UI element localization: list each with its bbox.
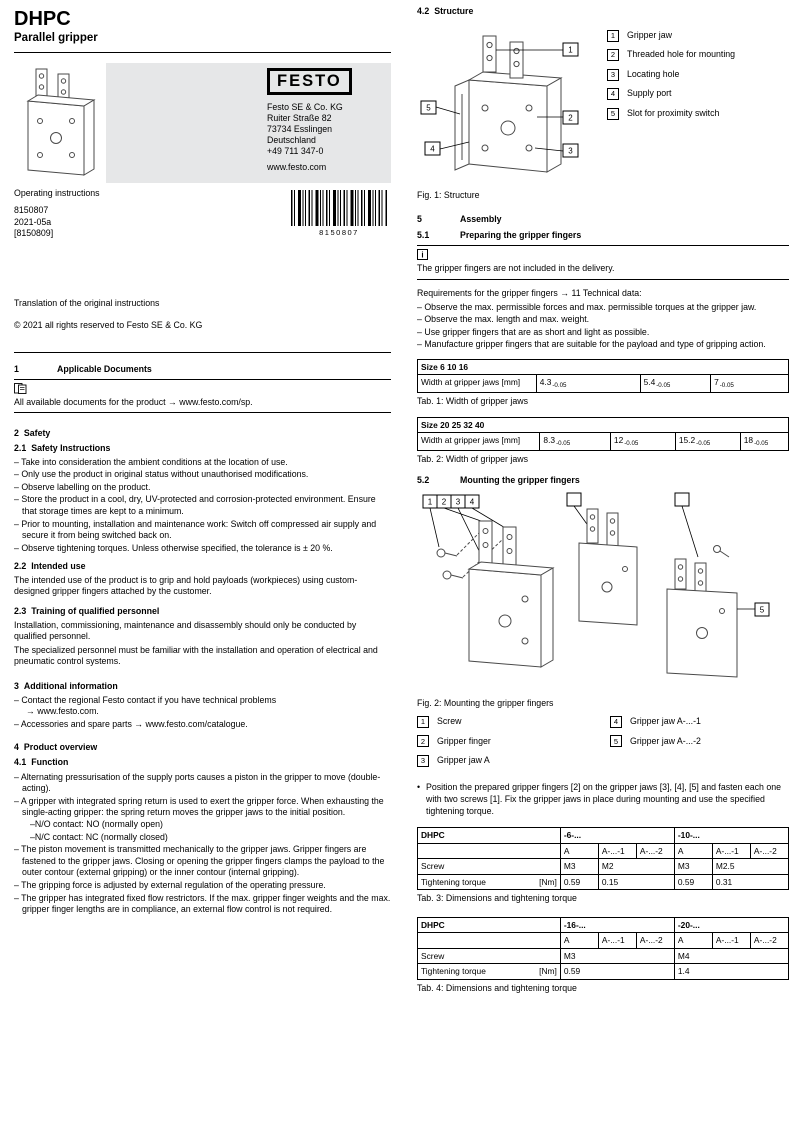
- table-header-cell: -10-...: [674, 828, 788, 844]
- safety-instructions-list: [14, 457, 391, 555]
- svg-text:3: 3: [455, 497, 461, 507]
- svg-text:4: 4: [430, 144, 435, 154]
- additional-info-list: [14, 695, 391, 731]
- legend-label: Slot for proximity switch: [627, 107, 720, 118]
- address-line: +49 711 347-0: [267, 145, 324, 156]
- figure-2-caption: Fig. 2: Mounting the gripper fingers: [417, 698, 554, 709]
- table-cell: 0.59: [560, 964, 674, 980]
- table-header-cell: Size 20 25 32 40: [418, 417, 789, 433]
- callout-box-empty: [567, 493, 581, 506]
- legend-label: Locating hole: [627, 68, 680, 79]
- legend-item: [417, 716, 610, 728]
- table-cell: $7_{-0.05}$: [711, 375, 789, 393]
- section-heading-4: 4 Product overview: [14, 742, 98, 753]
- section-heading-2-3: 2.3 Training of qualified personnel: [14, 606, 160, 617]
- table-header-cell: Size 6 10 16: [418, 359, 789, 375]
- table-cell: $4.3_{-0.05}$: [536, 375, 640, 393]
- contact-type-sublist: [30, 819, 391, 843]
- applicable-documents-text: All available documents for the product → www.festo.com/sp.: [14, 396, 253, 407]
- legend-item: [607, 88, 785, 100]
- legend-number: 2: [417, 735, 429, 747]
- product-image: [14, 63, 102, 183]
- divider: [14, 52, 391, 53]
- callout-box-empty: [675, 493, 689, 506]
- section-heading-5: 5 Assembly: [417, 214, 502, 225]
- table-header-cell: DHPC: [418, 917, 561, 933]
- table-cell: [418, 843, 561, 859]
- table-cell: $15.2_{-0.05}$: [675, 433, 740, 451]
- table-cell: A: [560, 843, 598, 859]
- svg-text:5: 5: [759, 605, 765, 615]
- table-cell: 0.59: [560, 874, 598, 890]
- address-line: Deutschland: [267, 134, 316, 145]
- callout-box-5: [421, 101, 436, 114]
- section-heading-2: 2 Safety: [14, 428, 51, 439]
- table-cell: M2: [598, 859, 674, 875]
- callout-strip: [423, 495, 479, 508]
- applicable-documents-box: [14, 379, 391, 414]
- table-3-caption: Tab. 3: Dimensions and tightening torque: [417, 893, 577, 904]
- table-cell: M3: [560, 948, 674, 964]
- table-header-cell: -6-...: [560, 828, 674, 844]
- legend-item: [607, 49, 785, 61]
- list-item: –N/C contact: NC (normally closed): [30, 831, 168, 842]
- list-item: – A gripper with integrated spring return is used to exert the gripper force. When exhausting the single-acting gripper: the spring return moves the gripper jaws to the initial position. –N/O contact: NO (normally open) –N/C contact: NC (normally closed): [14, 796, 391, 843]
- table-cell: A-...-1: [598, 843, 636, 859]
- table-cell: M4: [674, 948, 788, 964]
- barcode: [291, 190, 387, 226]
- callout-box-3: [563, 144, 578, 157]
- svg-text:2: 2: [568, 113, 573, 123]
- table-cell: [418, 933, 561, 949]
- legend-item: [610, 735, 701, 747]
- table-cell: $18_{-0.05}$: [740, 433, 788, 451]
- left-column: [14, 0, 391, 918]
- table-cell: $12_{-0.05}$: [610, 433, 675, 451]
- doc-type-label: Operating instructions: [14, 187, 100, 198]
- table-3-dimensions-torque: [417, 827, 789, 890]
- table-cell: M3: [560, 859, 598, 875]
- svg-text:i: i: [421, 250, 424, 260]
- section-heading-2-1: 2.1 Safety Instructions: [14, 442, 111, 453]
- list-item: – Contact the regional Festo contact if you have technical problems → www.festo.com.: [14, 695, 391, 718]
- legend-item: [607, 69, 785, 81]
- callout-box-2: [563, 111, 578, 124]
- legend-item: [417, 755, 610, 767]
- table-cell: A-...-2: [636, 843, 674, 859]
- list-item: – Only use the product in original status without unauthorised modifications.: [14, 469, 309, 480]
- table-cell: A-...-2: [750, 933, 788, 949]
- step-item: • Position the prepared gripper fingers [2] on the gripper jaws [3], [4], [5] and fasten each one with two screws [1]. Fix the gripper jaws in place during mounting and use the specified tightening torque.: [417, 782, 789, 817]
- list-item: – Store the product in a cool, dry, UV-protected and corrosion-protected environment. Ensure that storage times are kept to a minimum.: [14, 494, 376, 516]
- section-heading-4-1: 4.1 Function: [14, 757, 69, 767]
- list-item: – Observe labelling on the product.: [14, 481, 151, 492]
- section-heading-2-2: 2.2 Intended use: [14, 561, 86, 572]
- address-line: 73734 Esslingen: [267, 123, 333, 134]
- table-cell: A-...-1: [598, 933, 636, 949]
- list-item: – The gripper has integrated fixed flow restrictors. If the max. gripper finger weights and the max. gripper finger lengths are in compliance, an external flow control is not required.: [14, 892, 391, 915]
- list-item: – Observe the max. permissible forces and max. permissible torques at the gripper jaw.: [417, 301, 757, 312]
- legend-label: Screw: [437, 716, 462, 727]
- legend-item: [607, 108, 785, 120]
- legend-label: Supply port: [627, 88, 672, 99]
- legend-label: Gripper jaw: [627, 29, 672, 40]
- legend-number: 5: [610, 735, 622, 747]
- table-cell: A-...-1: [712, 843, 750, 859]
- table-cell: 0.59: [674, 874, 712, 890]
- gripper-middle: [579, 509, 637, 625]
- callout-box-1: [563, 43, 578, 56]
- legend-number: 5: [607, 108, 619, 120]
- doc-version: 2021-05a: [14, 216, 52, 227]
- publisher-address: [267, 102, 385, 157]
- list-item: – The piston movement is transmitted mechanically to the gripper jaws. Gripper fingers are fastened to the gripper jaws. Closing or opening the gripper fingers clamps the payload to the outer contour (external gripping) or the inner contour (internal gripping).: [14, 844, 385, 878]
- table-cell: Tightening torque [Nm]: [418, 964, 561, 980]
- table-cell: Screw: [418, 948, 561, 964]
- page-subtitle: Parallel gripper: [14, 32, 98, 44]
- list-item: – Take into consideration the ambient conditions at the location of use.: [14, 456, 288, 467]
- publisher-box: [106, 63, 391, 183]
- table-cell: A-...-1: [712, 933, 750, 949]
- table-cell: 1.4: [674, 964, 788, 980]
- festo-logo: FESTO: [267, 68, 352, 95]
- table-4-caption: Tab. 4: Dimensions and tightening torque: [417, 982, 577, 993]
- legend-number: 2: [607, 49, 619, 61]
- table-header-cell: DHPC: [418, 828, 561, 844]
- gripper-right: [667, 545, 737, 677]
- paragraph: The intended use of the product is to grip and hold payloads (workpieces) using custom-designed gripper fingers attached by the customer.: [14, 574, 358, 597]
- function-list: [14, 772, 391, 916]
- legend-item: [417, 735, 610, 747]
- secondary-order-number: [8150809]: [14, 228, 54, 239]
- list-item: – Observe the max. length and max. weight.: [417, 314, 590, 325]
- barcode-number: 8150807: [319, 227, 359, 237]
- table-header-cell: -20-...: [674, 917, 788, 933]
- table-cell: A: [674, 843, 712, 859]
- svg-text:3: 3: [568, 146, 573, 156]
- legend-label: Gripper finger: [437, 735, 491, 746]
- table-header-cell: -16-...: [560, 917, 674, 933]
- copyright-notice: © 2021 all rights reserved to Festo SE & Co. KG: [14, 319, 203, 330]
- table-cell: Width at gripper jaws [mm]: [418, 433, 540, 451]
- figure-1: [417, 22, 789, 190]
- legend-number: 1: [607, 30, 619, 42]
- note-text: The gripper fingers are not included in the delivery.: [417, 263, 615, 274]
- paragraph: The specialized personnel must be familiar with the installation and operation of electrical and pneumatic control systems.: [14, 644, 378, 667]
- section-number: 1: [14, 364, 19, 375]
- note-box: [417, 245, 789, 280]
- table-1-gripper-jaw-width: [417, 359, 789, 393]
- legend-number: 3: [417, 755, 429, 767]
- callout-box-5: [755, 603, 769, 616]
- list-item: – Observe tightening torques. Unless otherwise specified, the tolerance is ± 20 %.: [14, 542, 333, 553]
- list-item: – Alternating pressurisation of the supply ports causes a piston in the gripper to move (double-acting).: [14, 771, 381, 794]
- product-header-block: [14, 63, 391, 183]
- page-title: DHPC: [14, 8, 71, 30]
- table-cell: A: [560, 933, 598, 949]
- divider: [14, 352, 391, 353]
- legend-number: 1: [417, 716, 429, 728]
- requirements-list: [417, 302, 789, 351]
- table-cell: $5.4_{-0.05}$: [640, 375, 710, 393]
- svg-text:1: 1: [427, 497, 433, 507]
- requirements-intro: Requirements for the gripper fingers → 11 Technical data:: [417, 287, 642, 298]
- legend-label: Gripper jaw A: [437, 755, 490, 766]
- figure-1-drawing: [417, 22, 607, 190]
- festo-link: → www.festo.com.: [26, 706, 99, 717]
- table-cell: Width at gripper jaws [mm]: [418, 375, 537, 393]
- publisher-website: www.festo.com: [267, 162, 327, 172]
- legend-item: [610, 716, 701, 728]
- address-line: Ruiter Straße 82: [267, 112, 332, 123]
- table-2-gripper-jaw-width: [417, 417, 789, 451]
- list-item: – Manufacture gripper fingers that are suitable for the payload and type of gripping action.: [417, 339, 766, 350]
- paragraph: Installation, commissioning, maintenance and disassembly should only be conducted by qualified personnel.: [14, 619, 357, 642]
- section-heading-5-2: 5.2 Mounting the gripper fingers: [417, 475, 580, 486]
- legend-number: 4: [610, 716, 622, 728]
- list-item: –N/O contact: NO (normally open): [30, 818, 163, 829]
- section-heading-4-2: 4.2 Structure: [417, 6, 474, 16]
- section-heading-3: 3 Additional information: [14, 681, 118, 692]
- section-title: Applicable Documents: [57, 364, 152, 375]
- list-item: – Use gripper fingers that are as short and light as possible.: [417, 326, 650, 337]
- order-number: 8150807: [14, 205, 49, 216]
- address-line: Festo SE & Co. KG: [267, 101, 343, 112]
- table-cell: Screw: [418, 859, 561, 875]
- documents-icon: [14, 383, 27, 394]
- table-cell: A: [674, 933, 712, 949]
- figure-2-drawing: [417, 491, 789, 695]
- list-item: – Prior to mounting, installation and maintenance work: Switch off compressed air supply and secure it from being switched back on.: [14, 518, 377, 541]
- table-2-caption: Tab. 2: Width of gripper jaws: [417, 453, 528, 464]
- legend-number: 3: [607, 69, 619, 81]
- table-cell: M3: [674, 859, 712, 875]
- table-cell: Tightening torque [Nm]: [418, 874, 561, 890]
- figure-1-legend: [607, 30, 785, 190]
- table-1-caption: Tab. 1: Width of gripper jaws: [417, 395, 528, 406]
- list-item: – Accessories and spare parts → www.festo.com/catalogue.: [14, 718, 248, 729]
- svg-text:2: 2: [441, 497, 447, 507]
- table-4-dimensions-torque: [417, 917, 789, 980]
- figure-1-caption: Fig. 1: Structure: [417, 189, 480, 200]
- section-heading-5-1: 5.1 Preparing the gripper fingers: [417, 229, 582, 240]
- figure-2-legend: [417, 716, 789, 775]
- section-heading-1: [14, 364, 391, 376]
- legend-number: 4: [607, 88, 619, 100]
- callout-box-4: [425, 142, 440, 155]
- translation-note: Translation of the original instructions: [14, 297, 160, 308]
- legend-label: Threaded hole for mounting: [627, 49, 736, 60]
- table-cell: A-...-2: [750, 843, 788, 859]
- table-cell: M2.5: [712, 859, 788, 875]
- list-item: – The gripping force is adjusted by external regulation of the operating pressure.: [14, 879, 326, 890]
- document-info-row: [14, 188, 391, 240]
- table-cell: 0.15: [598, 874, 674, 890]
- legend-label: Gripper jaw A-...-2: [630, 735, 701, 746]
- svg-text:1: 1: [568, 45, 573, 55]
- mounting-step-list: [417, 782, 789, 817]
- svg-text:5: 5: [426, 103, 431, 113]
- legend-item: [607, 30, 785, 42]
- svg-text:4: 4: [469, 497, 475, 507]
- table-cell: $8.3_{-0.05}$: [540, 433, 610, 451]
- gripper-assembly-left: [469, 521, 553, 667]
- right-column: [417, 0, 789, 1003]
- table-cell: A-...-2: [636, 933, 674, 949]
- table-cell: 0.31: [712, 874, 788, 890]
- info-icon: [417, 249, 428, 260]
- barcode-block: [289, 188, 389, 240]
- legend-label: Gripper jaw A-...-1: [630, 716, 701, 727]
